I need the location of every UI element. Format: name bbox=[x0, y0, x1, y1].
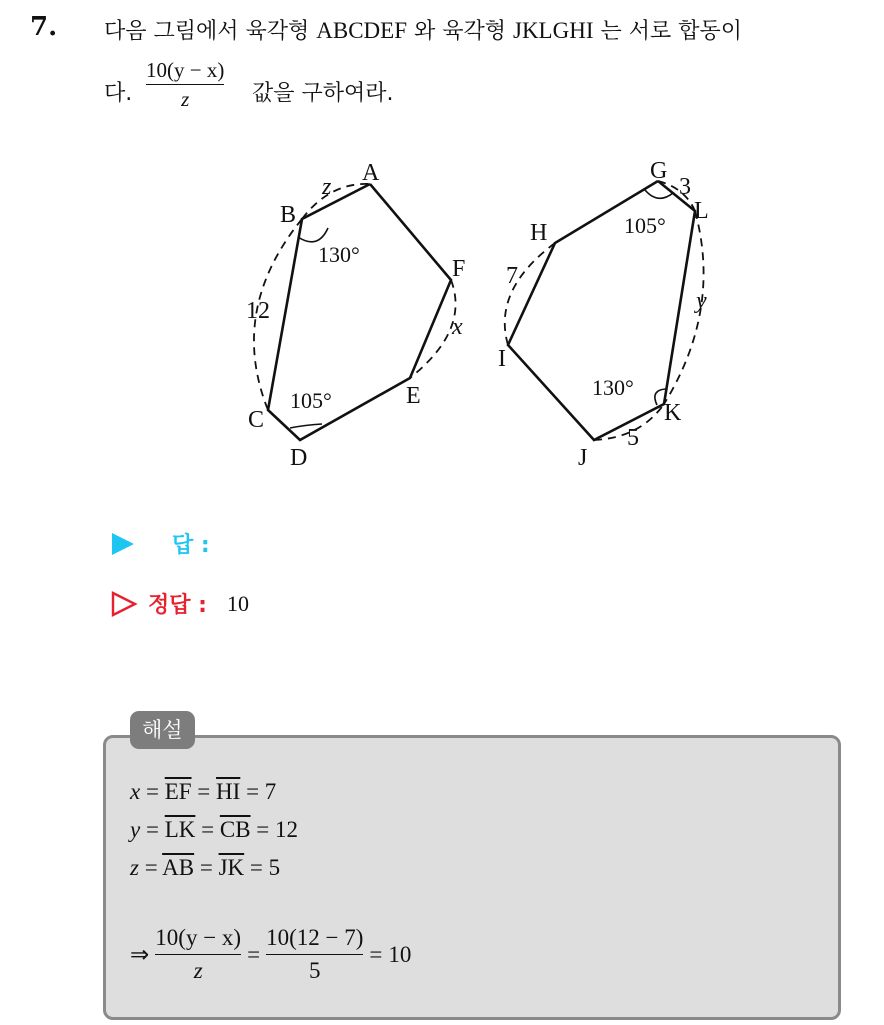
label-j: J bbox=[578, 445, 588, 471]
label-b: B bbox=[280, 202, 297, 228]
label-h: H bbox=[530, 220, 548, 246]
outline-arrow-icon bbox=[110, 590, 138, 618]
play-arrow-icon bbox=[110, 531, 136, 557]
hexagon-2-name: JKLGHI bbox=[513, 18, 594, 43]
label-e: E bbox=[406, 383, 421, 409]
label-y: y bbox=[696, 288, 707, 314]
label-g: G bbox=[650, 158, 668, 184]
implies-icon: ⇒ bbox=[130, 941, 150, 967]
label-c: C bbox=[248, 407, 265, 433]
label-3: 3 bbox=[679, 174, 691, 200]
label-i: I bbox=[498, 346, 506, 372]
label-angle-k: 130° bbox=[592, 375, 634, 400]
answer-row bbox=[110, 528, 210, 559]
label-5: 5 bbox=[627, 425, 639, 451]
solution-final: ⇒ 10(y − x) z = 10(12 − 7) 5 = 10 bbox=[130, 925, 412, 984]
correct-answer-row bbox=[110, 588, 249, 619]
label-12: 12 bbox=[246, 298, 270, 324]
answer-label: 답 : bbox=[172, 533, 210, 558]
label-angle-g: 105° bbox=[624, 213, 666, 238]
solution-line-2: $y = \overline{LK} = \overline{CB} = 12$ bbox=[130, 817, 299, 842]
correct-answer-value: 10 bbox=[226, 590, 249, 616]
hexagon-1-name: ABCDEF bbox=[316, 18, 407, 43]
question-fraction-denominator: z bbox=[181, 87, 190, 112]
question-number: 7. bbox=[30, 12, 58, 42]
label-d: D bbox=[290, 445, 308, 471]
label-l: L bbox=[694, 198, 709, 224]
label-angle-d: 105° bbox=[290, 388, 332, 413]
hexagon-figure bbox=[0, 0, 884, 500]
solution-tag: 해설 bbox=[130, 711, 195, 749]
question-text-3: 는 서로 합동이 bbox=[593, 19, 742, 44]
label-a: A bbox=[362, 160, 380, 186]
question-text-1: 다음 그림에서 육각형 bbox=[104, 19, 317, 44]
question-line-2-suffix: 값을 구하여라. bbox=[252, 81, 394, 106]
solution-line-3: $z = \overline{AB} = \overline{JK} = 5$ bbox=[130, 855, 281, 880]
label-7: 7 bbox=[506, 263, 518, 289]
label-f: F bbox=[452, 256, 466, 282]
label-z: z bbox=[322, 174, 332, 200]
angle-mark-b bbox=[298, 228, 328, 242]
label-x: x bbox=[452, 314, 463, 340]
question-line-2-prefix: 다. bbox=[104, 81, 133, 106]
question-text-2: 와 육각형 bbox=[407, 19, 513, 44]
solution-line-1: $x = \overline{EF} = \overline{HI} = 7$ bbox=[130, 779, 277, 804]
solution-fraction-1: 10(y − x) z bbox=[155, 925, 242, 984]
solution-fraction-2: 10(12 − 7) 5 bbox=[266, 925, 364, 984]
label-k: K bbox=[664, 400, 682, 426]
angle-mark-d bbox=[290, 424, 322, 428]
question-fraction-numerator: 10(y − x) bbox=[146, 58, 225, 82]
label-angle-b: 130° bbox=[318, 242, 360, 267]
correct-answer-label: 정답 : bbox=[148, 593, 207, 618]
